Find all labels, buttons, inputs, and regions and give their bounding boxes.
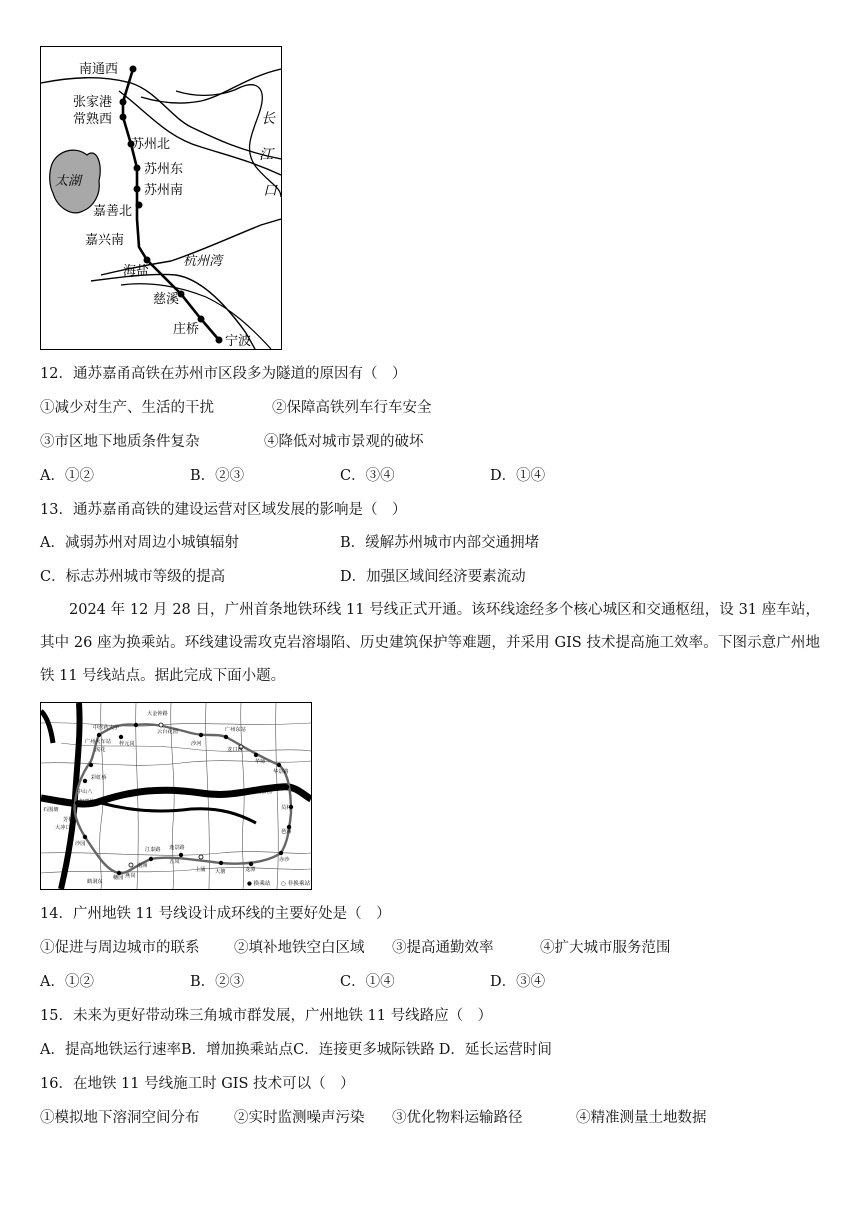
legend-normal: ○ 非换乘站 [281, 881, 311, 887]
q12-statement-2: ②保障高铁列车行车安全 [272, 400, 432, 416]
q12-option-c[interactable]: C．③④ [340, 468, 395, 484]
q12-statement-4: ④降低对城市景观的破坏 [264, 434, 424, 450]
station-dot [144, 257, 151, 264]
q15-option-a[interactable]: A．提高地铁运行速率 [40, 1042, 181, 1058]
hsr-map-svg [41, 47, 281, 349]
q16-statement-1: ①模拟地下溶洞空间分布 [40, 1110, 200, 1126]
q12-statement-1: ①减少对生产、生活的干扰 [40, 400, 214, 416]
q16-statement-2: ②实时监测噪声污染 [234, 1110, 365, 1126]
station-label: 彩虹桥 [91, 775, 107, 781]
q15-options-row [40, 1040, 552, 1060]
station-label: 嘉兴南 [85, 233, 125, 248]
station-label: 赤沙 [279, 857, 290, 863]
q13-option-c[interactable]: C．标志苏州城市等级的提高 [40, 569, 226, 585]
station-label: 常熟西 [73, 112, 113, 127]
station-label: 五凤 [169, 859, 180, 865]
station-label: 流花 [95, 747, 106, 753]
metro-line-map [40, 702, 312, 890]
station-dot [120, 114, 127, 121]
station-label: 南通西 [79, 62, 119, 77]
q12-option-d[interactable]: D．①④ [490, 468, 546, 484]
q15-option-c[interactable]: C．连接更多城际铁路 [293, 1042, 435, 1058]
station-label: 如意坊 [79, 799, 95, 805]
river-northwest [41, 711, 53, 743]
station-label: 庄桥 [173, 322, 200, 337]
station-label: 海盐 [123, 264, 150, 279]
station-dot [134, 186, 141, 193]
station-label: 沙园 [75, 841, 86, 847]
q14-option-a[interactable]: A．①② [40, 974, 94, 990]
station-label: 穗园 [113, 875, 124, 881]
station-label: 上涌 [195, 867, 206, 873]
legend-transfer: ● 换乘站 [247, 881, 271, 887]
q14-statement-4: ④扩大城市服务范围 [540, 940, 671, 956]
station-label: 广州火车站 [85, 739, 111, 745]
station-dot [130, 66, 137, 73]
river-label-char: 口 [263, 183, 277, 199]
q15-option-b[interactable]: B．增加换乘站点 [180, 1042, 294, 1058]
station-label: 龙口西 [227, 747, 243, 753]
station-label: 梓元岗 [119, 741, 135, 747]
station-label: 沙河 [191, 741, 202, 747]
hsr-route-map [40, 46, 282, 350]
q14-stem: 14．广州地铁 11 号线设计成环线的主要好处是（ ） [40, 906, 391, 922]
station-label: 琶洲 [281, 829, 292, 835]
metro-map-svg [41, 703, 311, 889]
station-dot [120, 99, 127, 106]
q12-option-b[interactable]: B．②③ [190, 468, 245, 484]
station-label: 华景路 [273, 769, 289, 775]
q12-statement-3: ③市区地下地质条件复杂 [40, 434, 200, 450]
station-label: 中山八 [77, 789, 93, 795]
station-dot [134, 165, 141, 172]
station-label: 逸景路 [169, 845, 185, 851]
q16-statement-3: ③优化物料运输路径 [392, 1110, 523, 1126]
q16-stem: 16．在地铁 11 号线施工时 GIS 技术可以（ ） [40, 1076, 355, 1092]
station-label: 员村 [281, 805, 292, 811]
station-label: 石围塘 [43, 807, 59, 813]
q14-option-d[interactable]: D．③④ [490, 974, 546, 990]
chongming-outline [176, 85, 281, 197]
station-dot [136, 202, 143, 209]
passage-text: 2024 年 12 月 28 日，广州首条地铁环线 11 号线正式开通。该环线途经多个核心城区和交通枢纽，设 31 座车站，其中 26 座为换乘站。环线建设需攻克岩溶塌陷、历史建筑保护等难题，并采用 GIS 技术提高施工效率。下图示意广州地铁 11 号线站点。据此完成下面小题。 [40, 602, 820, 684]
river-bank-north-2 [141, 69, 281, 103]
river-south-branch [101, 803, 256, 823]
q12-option-a[interactable]: A．①② [40, 468, 94, 484]
station-label: 大塘 [215, 869, 226, 875]
station-label: 南洲 [137, 863, 148, 869]
station-label: 宁波 [225, 334, 252, 349]
q15-stem: 15．未来为更好带动珠三角城市群发展，广州地铁 11 号线路应（ ） [40, 1008, 493, 1024]
q14-option-b[interactable]: B．②③ [190, 974, 245, 990]
q13-option-d[interactable]: D．加强区域间经济要素流动 [340, 569, 526, 585]
q13-option-a[interactable]: A．减弱苏州对周边小城镇辐射 [40, 535, 239, 551]
q13-option-b[interactable]: B．缓解苏州城市内部交通拥堵 [340, 535, 540, 551]
station-label: 云台花园 [157, 729, 178, 735]
q13-stem: 13．通苏嘉甬高铁的建设运营对区域发展的影响是（ ） [40, 502, 407, 518]
station-label: 苏州东 [144, 162, 184, 177]
station-label: 张家港 [73, 95, 113, 110]
station-label: 华师 [255, 759, 266, 765]
station-label: 苏州北 [131, 137, 171, 152]
lake-label: 太湖 [55, 174, 82, 189]
river-label-char: 长 [261, 111, 275, 127]
q15-option-d[interactable]: D．延长运营时间 [438, 1042, 552, 1058]
station-dot [216, 337, 223, 344]
q12-stem: 12．通苏嘉甬高铁在苏州市区段多为隧道的原因有（ ） [40, 366, 407, 382]
station-label: 龙潭 [245, 867, 256, 873]
station-label: 中医药大学 [93, 725, 119, 731]
q14-statement-1: ①促进与周边城市的联系 [40, 940, 200, 956]
q14-statement-2: ②填补地铁空白区域 [234, 940, 365, 956]
q14-option-c[interactable]: C．①④ [340, 974, 395, 990]
station-label: 慈溪 [153, 292, 180, 307]
q14-statement-3: ③提高通勤效率 [392, 940, 494, 956]
station-label: 燕岗 [125, 873, 136, 879]
station-label: 大冲口 [55, 825, 71, 831]
station-label: 鹤洞东 [87, 879, 103, 885]
station-label: 苏州南 [144, 183, 184, 198]
station-label: 大金钟路 [147, 711, 168, 717]
station-label: 芳村 [63, 817, 74, 823]
q16-statement-4: ④精准测量土地数据 [576, 1110, 707, 1126]
station-label: 江泰路 [145, 847, 161, 853]
bay-label: 杭州湾 [183, 254, 223, 269]
station-label: 天河公园 [251, 789, 272, 795]
river-label-char: 江 [259, 147, 273, 163]
station-label: 广州东站 [225, 727, 246, 733]
station-label: 嘉善北 [93, 204, 133, 219]
